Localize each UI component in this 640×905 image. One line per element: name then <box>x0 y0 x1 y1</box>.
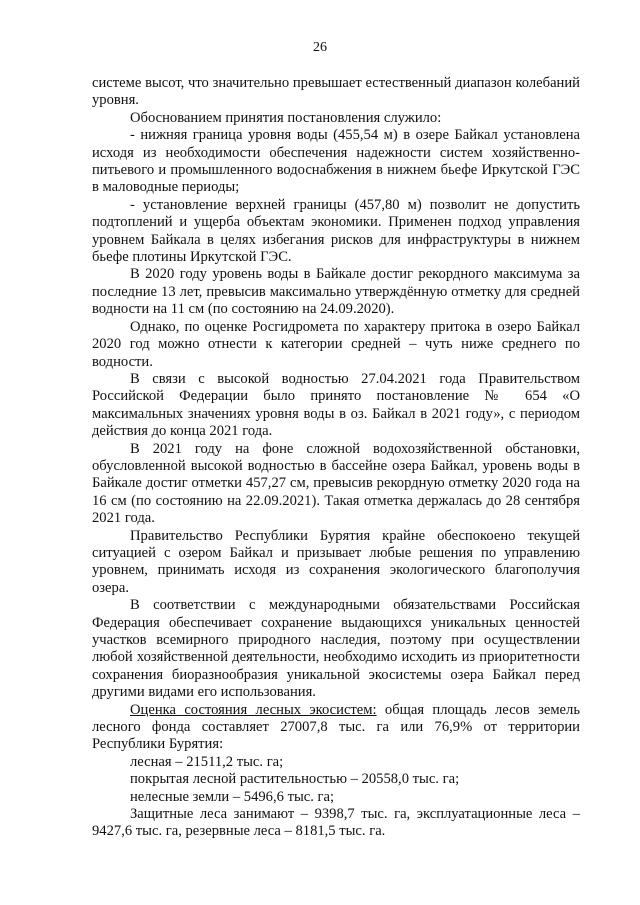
paragraph-basis-intro: Обоснованием принятия постановления служило: <box>130 109 442 126</box>
paragraph-lower-limit: - нижняя граница уровня воды (455,54 м) в озере Байкал установлена исходя из необходимости обеспечения надежности систем хозяйственно-питьевого и промышленного водоснабжения в нижнем бьефе Иркутской ГЭС в маловодные периоды; <box>92 127 580 196</box>
forest-item-nonforest: нелесные земли – 5496,6 тыс. га; <box>130 788 335 805</box>
paragraph-forest-categories: Защитные леса занимают – 9398,7 тыс. га, эксплуатационные леса – 9427,6 тыс. га, резервные леса – 8181,5 тыс. га. <box>92 806 580 840</box>
paragraph-buryatia-government: Правительство Республики Бурятия крайне обеспокоено текущей ситуацией с озером Байкал и призывает любые решения по управлению уровнем, принимать исходя из сохранения экологического благополучия озера. <box>92 527 580 596</box>
forest-section-intro: общая площадь лесов земель лесного фонда составляет 27007,8 тыс. га или 76,9% от территории Республики Бурятия: <box>92 701 580 753</box>
paragraph-upper-limit: - установление верхней границы (457,80 м) позволит не допустить подтоплений и ущерба объектам экономики. Применен подход управления уровнем Байкала в целях избегания рисков для инфраструктуры в нижнем бьефе плотины Иркутской ГЭС. <box>92 196 580 266</box>
paragraph-decree-654: В связи с высокой водностью 27.04.2021 года Правительством Российской Федерации было принято постановление № 654 «О максимальных значениях уровня воды в оз. Байкал в 2021 году», с периодом действия до конца 2021 года. <box>92 370 580 440</box>
forest-item-covered: покрытая лесной растительностью – 20558,0 тыс. га; <box>130 771 460 788</box>
paragraph-forest-assessment <box>92 702 580 754</box>
body-text <box>92 75 580 841</box>
paragraph-continuation: системе высот, что значительно превышает естественный диапазон колебаний уровня. <box>92 75 580 109</box>
page-number: 26 <box>313 40 327 55</box>
paragraph-2020-level: В 2020 году уровень воды в Байкале достиг рекордного максимума за последние 13 лет, превысив максимально утверждённую отметку для средней водности на 11 см (по состоянию на 24.09.2020). <box>92 266 580 318</box>
paragraph-roshydromet: Однако, по оценке Росгидромета по характеру притока в озеро Байкал 2020 год можно отнести к категории средней – чуть ниже среднего по водности. <box>92 318 580 370</box>
forest-item-forest: лесная – 21511,2 тыс. га; <box>130 753 284 770</box>
forest-section-heading: Оценка состояния лесных экосистем: <box>130 701 377 718</box>
paragraph-international-obligations: В соответствии с международными обязательствами Российская Федерация обеспечивает сохранение выдающихся уникальных ценностей участков всемирного природного наследия, поэтому при осуществлении любой хозяйственной деятельности, необходимо исходить из приоритетности сохранения биоразнообразия уникальной экосистемы озера Байкал перед другими видами его использования. <box>92 597 580 701</box>
paragraph-2021-level: В 2021 году на фоне сложной водохозяйственной обстановки, обусловленной высокой водностью в бассейне озера Байкал, уровень воды в Байкале достиг отметки 457,27 см, превысив рекордную отметку 2020 года на 16 см (по состоянию на 22.09.2021). Такая отметка держалась до 28 сентября 2021 года. <box>92 440 580 527</box>
